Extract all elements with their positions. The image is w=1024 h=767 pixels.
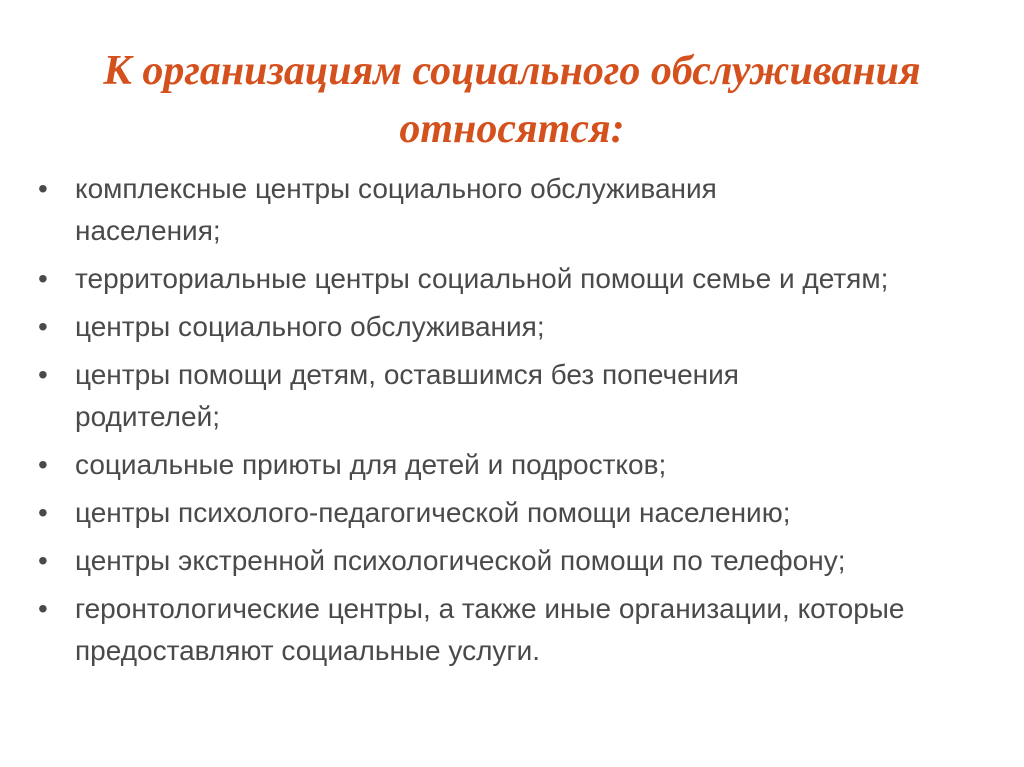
list-item (38, 492, 998, 534)
list-item (38, 354, 998, 438)
list-item-text: центры помощи детям, оставшимся без попечения родителей; (75, 359, 739, 432)
bullet-icon: • (38, 359, 48, 390)
list-item (38, 306, 998, 348)
list-item-text: геронтологические центры, а также иные организации, которые предоставляют социальные услуги. (75, 593, 905, 666)
list-item (38, 444, 998, 486)
list-item-text: комплексные центры социального обслуживания населения; (75, 173, 717, 246)
list-item (38, 588, 998, 672)
list-item (38, 540, 998, 582)
list-item (38, 258, 998, 300)
bullet-icon: • (38, 449, 48, 480)
slide-title (60, 42, 964, 158)
list-item-text: центры психолого-педагогической помощи населению; (75, 497, 791, 528)
bullet-icon: • (38, 311, 48, 342)
list-item-text: центры экстренной психологической помощи по телефону; (75, 545, 846, 576)
bullet-list (38, 168, 998, 678)
title-line-2: относятся: (399, 106, 625, 152)
list-item (38, 168, 998, 252)
list-item-text: центры социального обслуживания; (75, 311, 545, 342)
title-line-1: К организациям социального обслуживания (103, 48, 921, 94)
bullet-icon: • (38, 263, 48, 294)
list-item-text: территориальные центры социальной помощи семье и детям; (75, 263, 889, 294)
bullet-icon: • (38, 593, 48, 624)
bullet-icon: • (38, 497, 48, 528)
list-item-text: социальные приюты для детей и подростков; (75, 449, 667, 480)
bullet-icon: • (38, 173, 48, 204)
bullet-icon: • (38, 545, 48, 576)
